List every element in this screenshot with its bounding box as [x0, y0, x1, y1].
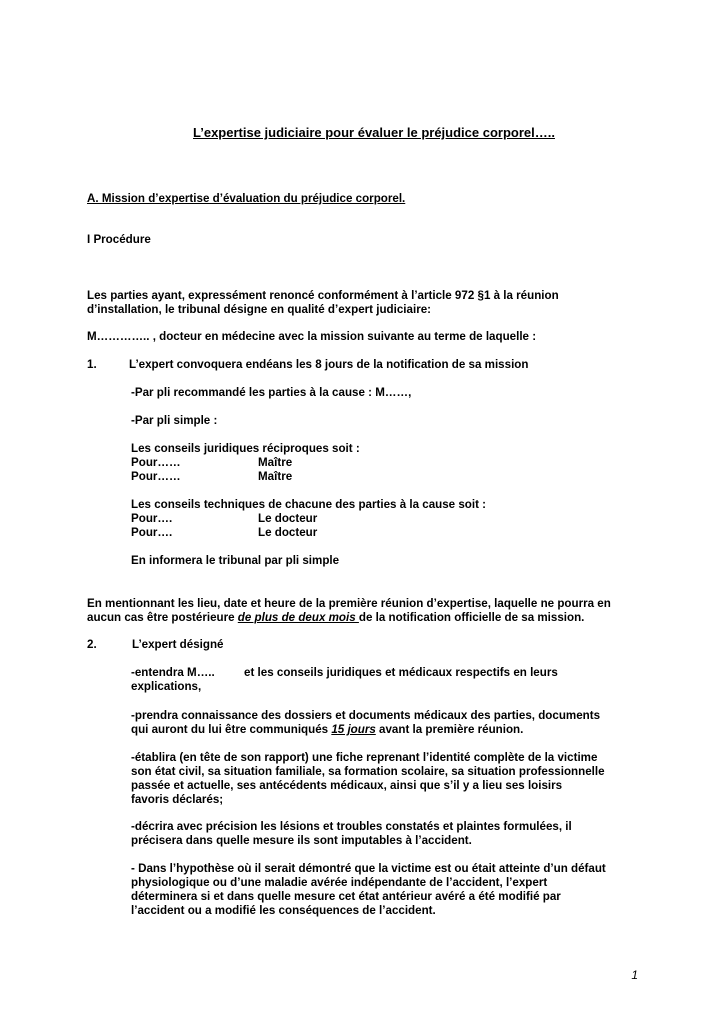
prendra-line-1: -prendra connaissance des dossiers et documents médicaux des parties, documents: [131, 709, 601, 722]
prendra-line-2: [131, 723, 523, 737]
hypothese-line-2: physiologique ou d’une maladie avérée indépendante de l’accident, l’expert: [131, 876, 548, 889]
etablira-line-1: -établira (en tête de son rapport) une fiche reprenant l’identité complète de la victime: [131, 751, 598, 764]
item-1-text: L’expert convoquera endéans les 8 jours de la notification de sa mission: [129, 358, 529, 371]
mention-line-1: En mentionnant les lieu, date et heure de la première réunion d’expertise, laquelle ne pourra en: [87, 597, 611, 610]
intro-line-2: d’installation, le tribunal désigne en qualité d’expert judiciaire:: [87, 303, 432, 316]
ct-row-2-pour: Pour….: [131, 526, 173, 539]
entendra-line-b: et les conseils juridiques et médicaux respectifs en leurs: [244, 666, 558, 679]
cj-row-1-pour: Pour……: [131, 456, 181, 469]
mention-line-2: [87, 611, 584, 625]
entendra-line-c: explications,: [131, 680, 202, 693]
mention-text-b: de la notification officielle de sa mission.: [358, 611, 585, 624]
mention-text-a: aucun cas être postérieure: [87, 611, 238, 624]
hypothese-line-1: - Dans l’hypothèse où il serait démontré que la victime est ou était atteinte d’un défaut: [131, 862, 606, 875]
decrira-line-2: précisera dans quelle mesure ils sont imputables à l’accident.: [131, 834, 472, 847]
subsection-heading-procedure: I Procédure: [87, 233, 151, 246]
etablira-line-2: son état civil, sa situation familiale, sa formation scolaire, sa situation professionnelle: [131, 765, 605, 778]
prendra-text-b: avant la première réunion.: [375, 723, 524, 736]
intro-line-1: Les parties ayant, expressément renoncé conformément à l’article 972 §1 à la réunion: [87, 289, 559, 302]
ct-row-1-pour: Pour….: [131, 512, 173, 525]
etablira-line-3: passée et actuelle, ses antécédents médicaux, ainsi que s’il y a lieu ses loisirs: [131, 779, 563, 792]
prendra-text-a: qui auront du lui être communiqués: [131, 723, 332, 736]
hypothese-line-3: déterminera si et dans quelle mesure cet état antérieur avéré a été modifié par: [131, 890, 561, 903]
pli-simple-line: -Par pli simple :: [131, 414, 218, 427]
section-heading-a: A. Mission d’expertise d’évaluation du préjudice corporel.: [87, 192, 406, 205]
prendra-deadline-emphasis: 15 jours: [331, 723, 376, 736]
informera-line: En informera le tribunal par pli simple: [131, 554, 340, 567]
item-1-number: 1.: [87, 358, 97, 371]
cj-row-2-role: Maître: [258, 470, 293, 483]
recommande-line: -Par pli recommandé les parties à la cause : M……,: [131, 386, 412, 399]
mention-deadline-emphasis: de plus de deux mois: [237, 611, 359, 624]
conseils-juridiques-heading: Les conseils juridiques réciproques soit :: [131, 442, 360, 455]
cj-row-1-role: Maître: [258, 456, 293, 469]
ct-row-2-role: Le docteur: [258, 526, 318, 539]
conseils-techniques-heading: Les conseils techniques de chacune des parties à la cause soit :: [131, 498, 487, 511]
hypothese-line-4: l’accident ou a modifié les conséquences de l’accident.: [131, 904, 436, 917]
page-number: 1: [631, 968, 638, 982]
item-2-text: L’expert désigné: [132, 638, 224, 651]
document-title: L’expertise judiciaire pour évaluer le préjudice corporel…..: [193, 125, 555, 140]
decrira-line-1: -décrira avec précision les lésions et troubles constatés et plaintes formulées, il: [131, 820, 572, 833]
item-2-number: 2.: [87, 638, 97, 651]
entendra-line-a: -entendra M…..: [131, 666, 215, 679]
ct-row-1-role: Le docteur: [258, 512, 318, 525]
designation-line: M………….. , docteur en médecine avec la mission suivante au terme de laquelle :: [87, 330, 537, 343]
cj-row-2-pour: Pour……: [131, 470, 181, 483]
etablira-line-4: favoris déclarés;: [131, 793, 224, 806]
